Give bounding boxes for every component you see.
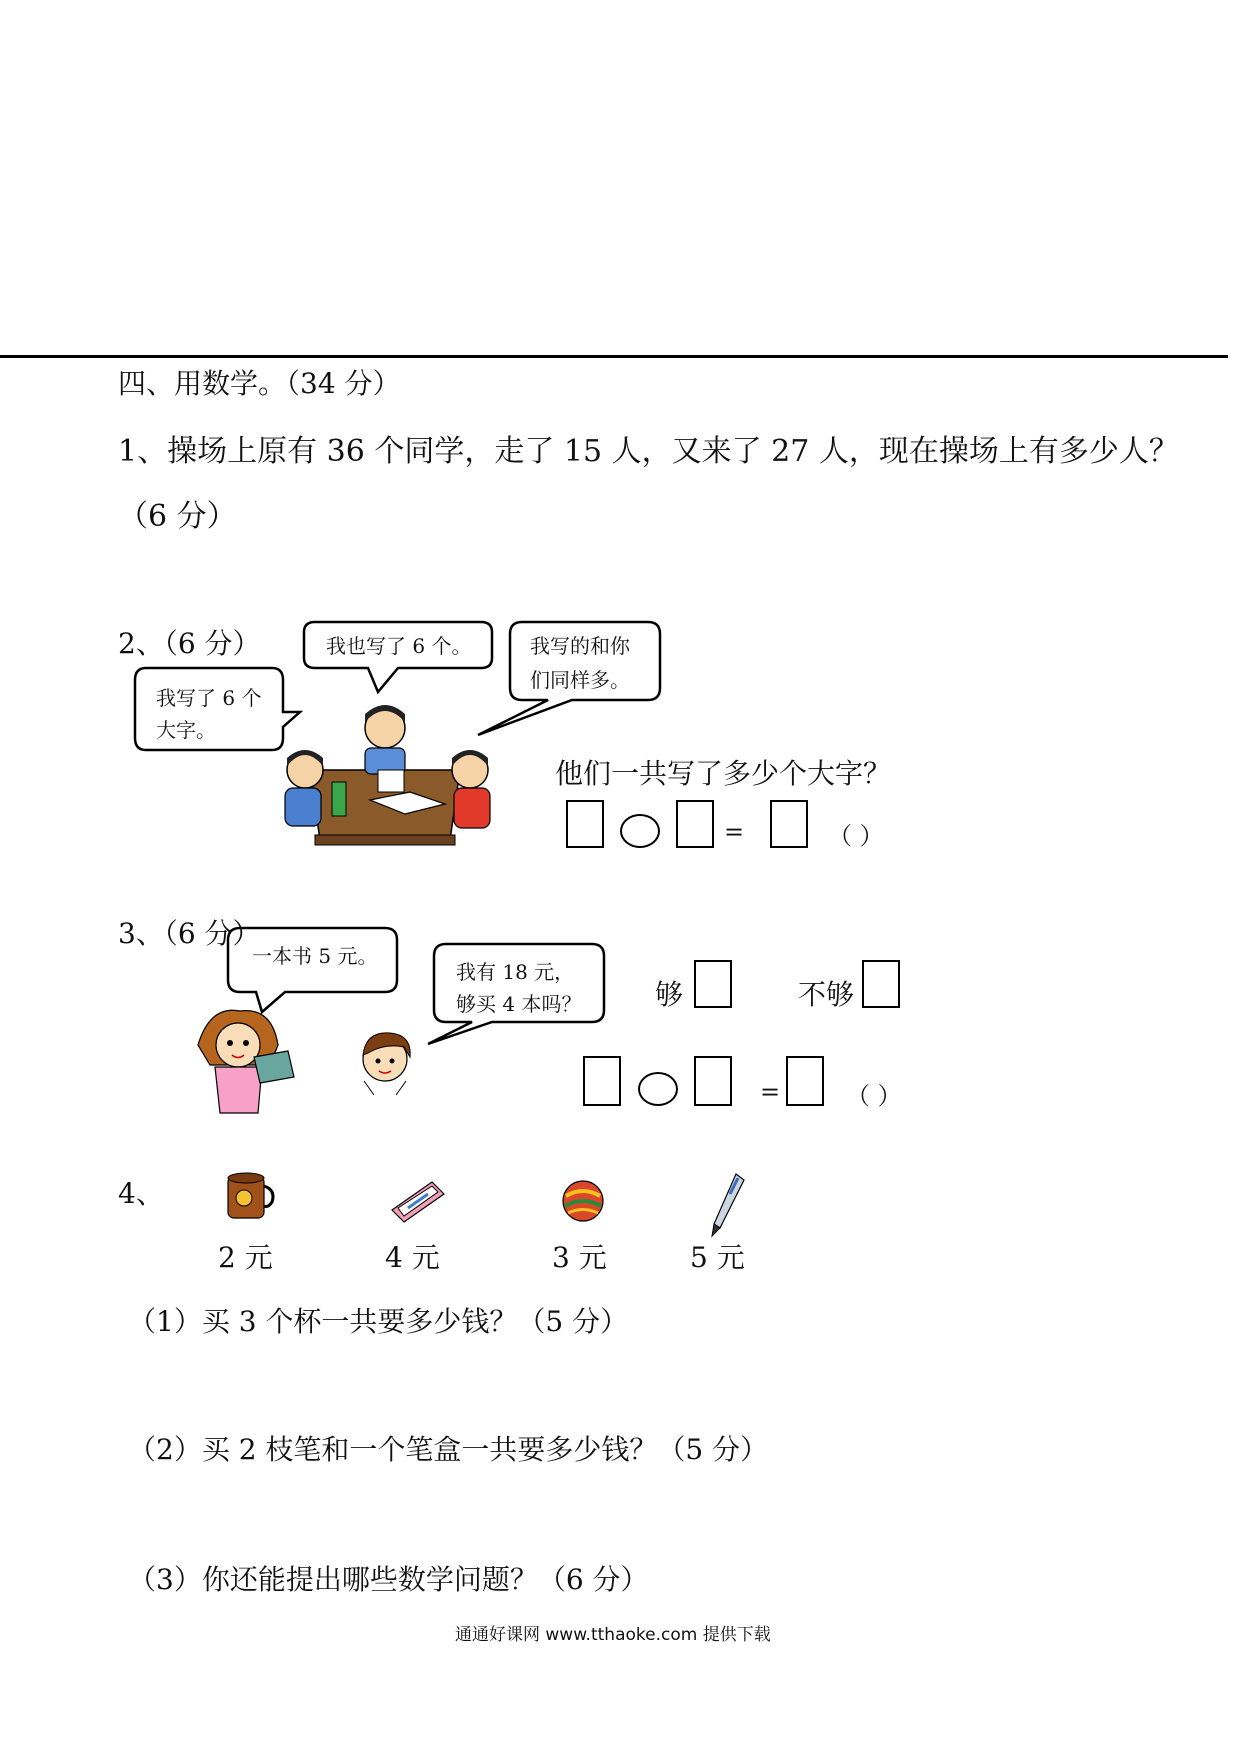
q3-not-enough-label: 不够 — [798, 978, 855, 1011]
pen-icon — [708, 1172, 748, 1238]
q3-answer-box-result[interactable] — [786, 1056, 824, 1106]
boy-illustration — [350, 1025, 420, 1095]
q2-operator-circle[interactable] — [620, 814, 660, 848]
q3-not-enough-checkbox[interactable] — [862, 960, 900, 1008]
q2-bubble-left-line1: 我写了 6 个 — [156, 686, 262, 710]
q3-answer-box-2[interactable] — [694, 1056, 732, 1106]
cup-icon — [220, 1168, 278, 1226]
q3-enough-label: 够 — [655, 978, 684, 1011]
q4-pencil-box-price: 4 元 — [385, 1241, 440, 1274]
q2-label: 2、（6 分） — [118, 627, 261, 660]
q2-unit-parens[interactable]: （ ） — [828, 822, 884, 850]
q3-answer-box-1[interactable] — [583, 1056, 621, 1106]
ball-icon — [560, 1178, 606, 1224]
q4-sub-question-2: （2）买 2 枝笔和一个笔盒一共要多少钱？（5 分） — [128, 1433, 769, 1466]
q3-enough-checkbox[interactable] — [694, 960, 732, 1008]
q2-bubble-right-line1: 我写的和你 — [530, 634, 630, 658]
section-title: 四、用数学。（34 分） — [118, 367, 401, 400]
q4-sub-question-1: （1）买 3 个杯一共要多少钱？（5 分） — [128, 1305, 629, 1338]
q3-label: 3、（6 分） — [118, 917, 261, 950]
q3-bubble-right-line1: 我有 18 元， — [456, 960, 575, 984]
q3-operator-circle[interactable] — [638, 1072, 678, 1106]
q1-text: 1、操场上原有 36 个同学，走了 15 人，又来了 27 人，现在操场上有多少人？ — [118, 434, 1179, 469]
q2-bubble-left-line2: 大字。 — [156, 718, 216, 742]
footer-source-text: 通通好课网 www.tthaoke.com 提供下载 — [455, 1625, 771, 1645]
q2-bubble-right-line2: 们同样多。 — [530, 668, 630, 692]
q2-question: 他们一共写了多少个大字？ — [555, 757, 892, 790]
q3-bubble-left-text: 一本书 5 元。 — [252, 944, 378, 968]
q3-equals-sign: = — [760, 1078, 781, 1106]
q2-equals-sign: = — [724, 818, 745, 846]
q4-ball-price: 3 元 — [552, 1241, 607, 1274]
q3-bubble-right-line2: 够买 4 本吗？ — [456, 992, 582, 1016]
q3-unit-parens[interactable]: （ ） — [846, 1082, 902, 1110]
girl-with-book-illustration — [190, 1005, 300, 1120]
pencil-box-icon — [388, 1176, 448, 1226]
q2-answer-box-2[interactable] — [676, 800, 714, 848]
children-writing-illustration — [270, 700, 510, 850]
q2-bubble-mid-text: 我也写了 6 个。 — [326, 634, 472, 658]
q2-answer-box-result[interactable] — [770, 800, 808, 848]
q1-points: （6 分） — [118, 499, 237, 534]
q4-label: 4、 — [118, 1177, 164, 1210]
q2-answer-box-1[interactable] — [566, 800, 604, 848]
q4-cup-price: 2 元 — [218, 1241, 273, 1274]
q4-sub-question-3: （3）你还能提出哪些数学问题？（6 分） — [128, 1563, 649, 1596]
q4-pen-price: 5 元 — [690, 1241, 745, 1274]
